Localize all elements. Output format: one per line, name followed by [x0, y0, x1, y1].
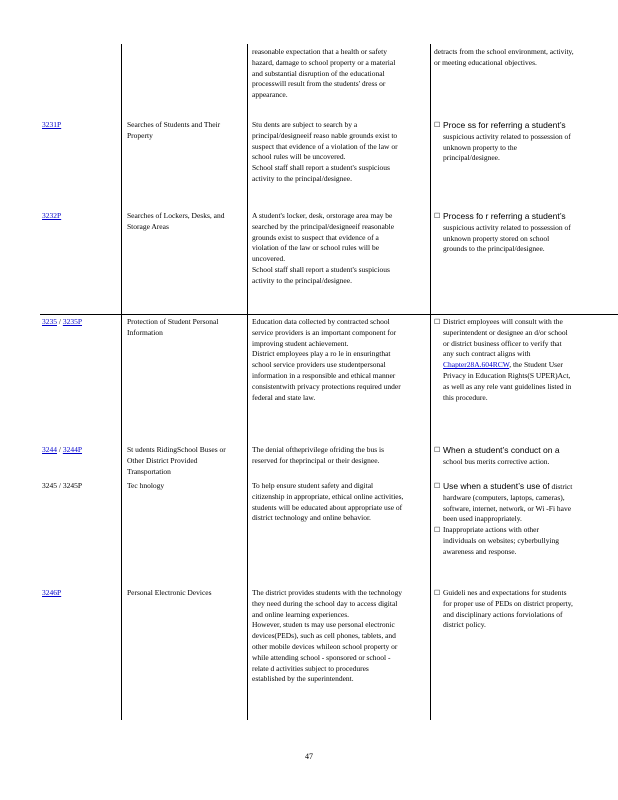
description-text: School staff shall report a student's suspicious activity to the principal/designee. [252, 163, 390, 183]
procedure-bullet [434, 317, 574, 403]
policy-title [127, 588, 230, 599]
procedure-cell [434, 211, 574, 255]
policy-title-text: St udents RidingSchool Buses or Other District Provided Transportation [127, 445, 226, 476]
description-text: reasonable expectation that a health or safety hazard, damage to school property or a material and substantial disruption of the educational processwill result from the students' dress or appearance. [252, 47, 396, 100]
policy-title [127, 317, 230, 339]
procedure-bullet [434, 120, 574, 164]
description-cell [252, 120, 404, 185]
description-text: A student's locker, desk, orstorage area may be searched by the principal/designeeif reasonable grounds exist to suspect that evidence of a violation of the law or school rules will be uncovered. [252, 211, 395, 264]
code-separator: / [57, 481, 63, 490]
column-rule [430, 44, 431, 720]
procedure-bullet [434, 481, 574, 525]
description-cell [252, 211, 404, 287]
description-cell [252, 47, 404, 101]
policy-code-3235 [42, 317, 82, 328]
policy-link-3235P[interactable]: 3235P [62, 317, 83, 326]
procedure-text: District employees will consult with the superintendent or designee an d/or school or district business officer to verify that any such contract aligns with [443, 317, 568, 359]
procedure-lead: Use when a student’s use of [443, 481, 550, 491]
procedure-lead: When a student’s conduct on a [443, 445, 560, 455]
procedure-cell [434, 317, 574, 403]
policy-code-3245-a: 3245 [42, 481, 57, 490]
page-number: 47 [305, 752, 313, 761]
policy-title-text: Tec hnology [127, 481, 165, 490]
description-text: The district provides students with the technology they need during the school day to access digital and online learning experiences. [252, 588, 402, 619]
policy-code-3245P: 3245P [62, 481, 83, 490]
procedure-bullet [434, 588, 574, 631]
policy-link-3244[interactable]: 3244 [42, 445, 57, 454]
description-text: District employees play a ro le in ensuringthat school service providers use studentpersonal information in a responsible and ethical manner consistentwith privacy protections required under federal and state law. [252, 349, 401, 402]
procedure-text: Inappropriate actions with other individuals on websites; cyberbullying awareness and response. [443, 525, 560, 556]
code-separator: / [57, 317, 63, 326]
procedure-cell [434, 445, 574, 468]
policy-link-3244P[interactable]: 3244P [62, 445, 83, 454]
procedure-bullet [434, 211, 574, 255]
policy-title [127, 120, 230, 142]
description-text: The denial oftheprivilege ofriding the bus is reserved for theprincipal or their designee. [252, 445, 385, 465]
checkbox-bullet-icon: ☐ [434, 212, 441, 220]
procedure-cell [434, 588, 574, 631]
checkbox-bullet-icon: ☐ [434, 589, 441, 597]
policy-link-3246P[interactable]: 3246P [42, 588, 62, 597]
procedure-text: , the Student User Privacy in Education Rights(S UPER)Act, as well as any rele vant guidelines listed in this procedure. [443, 360, 572, 402]
policy-link-3231P[interactable]: 3231P [42, 120, 62, 129]
policy-title [127, 481, 230, 492]
policy-code-3245 [42, 481, 82, 492]
row-rule [40, 314, 618, 315]
checkbox-bullet-icon: ☐ [434, 526, 441, 535]
checkbox-bullet-icon: ☐ [434, 446, 441, 454]
procedure-cell [434, 120, 574, 164]
policy-title-text: Searches of Students and Their Property [127, 120, 221, 140]
procedure-bullet [434, 445, 574, 468]
procedure-text: suspicious activity related to possession of unknown property stored on school grounds to the principal/designee. [443, 222, 571, 254]
description-cell [252, 481, 404, 524]
policy-link-3232P[interactable]: 3232P [42, 211, 62, 220]
policy-link-3235[interactable]: 3235 [42, 317, 57, 326]
policy-title-text: Searches of Lockers, Desks, and Storage Areas [127, 211, 225, 231]
description-cell [252, 588, 404, 685]
code-separator: / [57, 445, 63, 454]
procedure-lead: Proce ss for referring a student’s [443, 120, 566, 130]
checkbox-bullet-icon: ☐ [434, 121, 441, 129]
policy-title [127, 211, 230, 233]
column-rule [121, 44, 122, 720]
description-text: School staff shall report a student's suspicious activity to the principal/designee. [252, 264, 390, 285]
description-cell [252, 445, 404, 467]
procedure-cell [434, 481, 574, 558]
policy-title-text: Personal Electronic Devices [127, 588, 212, 597]
procedure-text: district hardware (computers, laptops, cameras), software, internet, network, or Wi -Fi have been used inappropriately. [443, 482, 573, 524]
procedure-cell [434, 47, 574, 69]
policy-title-text: Protection of Student Personal Information [127, 317, 219, 337]
procedure-text: Guideli nes and expectations for students for proper use of PEDs on district property, and disciplinary actions forviolations of district policy. [443, 588, 573, 630]
policy-title [127, 445, 230, 477]
procedure-text: school bus merits corrective action. [443, 456, 550, 466]
description-text: Education data collected by contracted school service providers is an important component for improving student achievement. [252, 317, 397, 348]
rcw-link[interactable]: Chapter28A.604RCW [443, 360, 510, 370]
description-cell [252, 317, 404, 403]
procedure-bullet [434, 525, 574, 557]
checkbox-bullet-icon: ☐ [434, 318, 441, 326]
procedure-text: detracts from the school environment, activity, or meeting educational objectives. [434, 47, 574, 67]
description-text: However, studen ts may use personal electronic devices(PEDs), such as cell phones, tablets, and other mobile devices whileon school property or while attending school - sponsored or school - relate d activities subject to procedures established by the superintendent. [252, 620, 398, 684]
policy-code-3244 [42, 445, 82, 456]
procedure-lead: Process fo r referring a student’s [443, 211, 566, 221]
checkbox-bullet-icon: ☐ [434, 482, 441, 490]
column-rule [247, 44, 248, 720]
description-text: To help ensure student safety and digital citizenship in appropriate, ethical online activities, students will be educated about appropriate use of district technology and online behavior. [252, 481, 404, 523]
procedure-text: suspicious activity related to possession of unknown property to the principal/designee. [443, 131, 571, 163]
description-text: Stu dents are subject to search by a principal/designeeif reaso nable grounds exist to suspect that evidence of a violation of the law or school rules will be uncovered. [252, 120, 398, 162]
